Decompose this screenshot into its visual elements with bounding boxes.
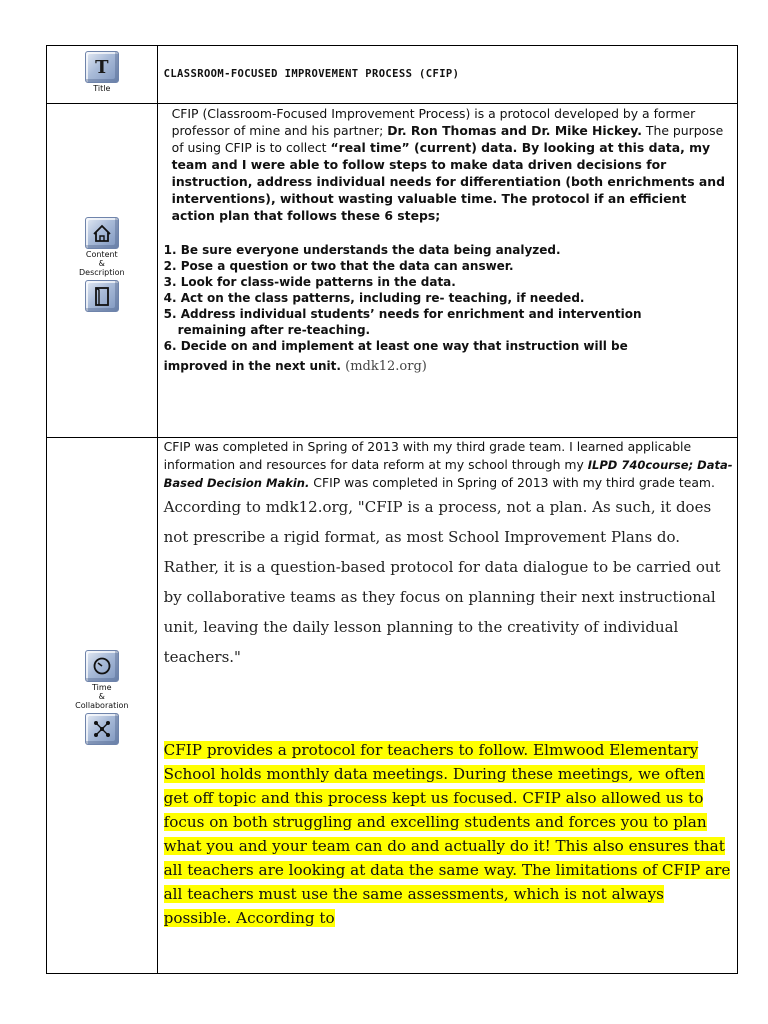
step-5-continued: remaining after re-teaching. bbox=[177, 323, 371, 337]
content-cell bbox=[157, 104, 737, 438]
steps-list bbox=[158, 242, 737, 379]
source-citation: (mdk12.org) bbox=[345, 359, 427, 374]
document-title: CLASSROOM-FOCUSED IMPROVEMENT PROCESS (CFIP) bbox=[163, 68, 460, 80]
title-icon-cell bbox=[47, 46, 158, 104]
step-4: 4. Act on the class patterns, including re- teaching, if needed. bbox=[163, 291, 585, 305]
network-icon bbox=[85, 713, 119, 745]
intro-bold-text: “real time” (current) data. By looking at this data, my team and I were able to follow steps to make data driven decisions for instruction, address individual needs for differentiation (both enrichments and interventions), without wasting valuable time. The protocol if an efficient action plan that follows these 6 steps; bbox=[171, 140, 725, 223]
content-icon-label: Content & Description bbox=[79, 250, 125, 277]
step-6: 6. Decide on and implement at least one way that instruction will be bbox=[163, 339, 628, 353]
time-icon-label: Time & Collaboration bbox=[75, 683, 129, 710]
intro-paragraph bbox=[158, 104, 737, 224]
time-cell bbox=[157, 438, 737, 974]
intro-names: Dr. Ron Thomas and Dr. Mike Hickey. bbox=[387, 123, 642, 138]
step-1: 1. Be sure everyone understands the data being analyzed. bbox=[163, 243, 561, 257]
title-icon-glyph: T bbox=[95, 56, 109, 78]
title-icon bbox=[85, 51, 119, 83]
time-row bbox=[47, 438, 738, 974]
house-icon bbox=[85, 217, 119, 249]
step-5: 5. Address individual students’ needs for enrichment and intervention bbox=[163, 307, 642, 321]
time-text-1: CFIP was completed in Spring of 2013 with my third grade team. I learned applicable information and resources for data reform at my school through my bbox=[163, 439, 692, 472]
time-text-2: CFIP was completed in Spring of 2013 with my third grade team. bbox=[309, 475, 715, 490]
highlighted-text: CFIP provides a protocol for teachers to follow. Elmwood Elementary School holds monthly data meetings. During these meetings, we often get off topic and this process kept us focused. CFIP also allowed us to focus on both struggling and excelling students and forces you to plan what you and your team can do and actually do it! This also ensures that all teachers are looking at data the same way. The limitations of CFIP are all teachers must use the same assessments, which is not always possible. According to bbox=[163, 741, 731, 927]
cfip-quote: According to mdk12.org, "CFIP is a process, not a plan. As such, it does not prescribe a rigid format, as most School Improvement Plans do. Rather, it is a question-based protocol for data dialogue to be carried out by collaborative teams as they focus on planning their next instructional unit, leaving the daily lesson planning to the creativity of individual teachers." bbox=[163, 498, 721, 666]
intro-text-1: CFIP (Classroom-Focused Improvement Process) is a protocol developed by a former professor of mine and his partner; bbox=[171, 106, 696, 138]
highlighted-paragraph bbox=[158, 738, 737, 930]
document-table bbox=[46, 45, 738, 974]
step-3: 3. Look for class-wide patterns in the data. bbox=[163, 275, 456, 289]
title-icon-label: Title bbox=[93, 84, 111, 93]
door-icon bbox=[85, 280, 119, 312]
time-icon-cell bbox=[47, 438, 158, 974]
title-cell bbox=[157, 46, 737, 104]
title-row bbox=[47, 46, 738, 104]
intro-text-2: The purpose of using CFIP is to collect bbox=[171, 123, 724, 155]
course-name: ILPD 740course; Data-Based Decision Makin. bbox=[163, 458, 733, 490]
content-row bbox=[47, 104, 738, 438]
step-2: 2. Pose a question or two that the data can answer. bbox=[163, 259, 514, 273]
clock-icon bbox=[85, 650, 119, 682]
step-6-end bbox=[164, 354, 731, 379]
step-6-end-text: improved in the next unit. bbox=[163, 359, 341, 373]
content-icon-cell bbox=[47, 104, 158, 438]
time-paragraph bbox=[158, 438, 737, 672]
